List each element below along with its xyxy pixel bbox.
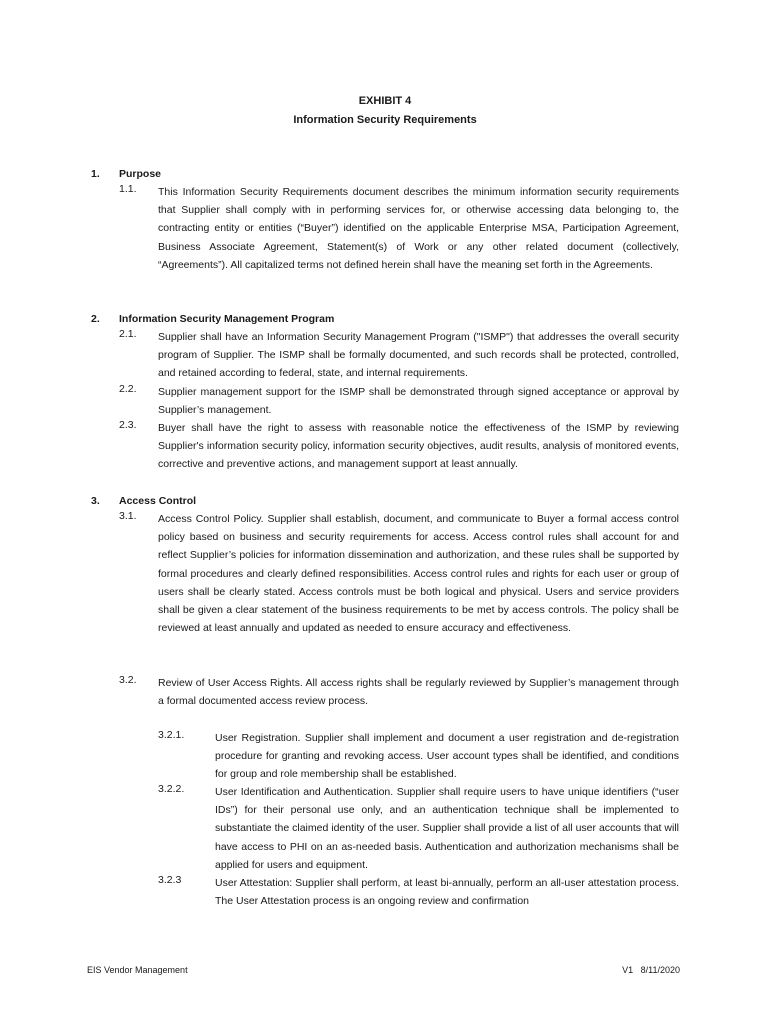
footer-version-date: V1 8/11/2020 [622, 965, 680, 975]
subitem-number: 3.2.1. [158, 729, 185, 741]
item-number: 1.1. [119, 183, 137, 195]
item-number: 2.3. [119, 419, 137, 431]
section-number: 3. [91, 495, 100, 507]
section-number: 2. [91, 313, 100, 325]
section-title-ismp: Information Security Management Program [119, 313, 335, 325]
subitem-number: 3.2.2. [158, 783, 185, 795]
item-text: Supplier management support for the ISMP shall be demonstrated through signed acceptance or approval by Supplier’s management. [158, 386, 679, 417]
item-text: Supplier shall have an Information Security Management Program ("ISMP") that addresses the overall security program of Supplier. The ISMP shall be formally documented, and such records shall be protected, controlled, and retained according to federal, state, and internal requirements. [158, 331, 679, 380]
footer-department: EIS Vendor Management [87, 965, 188, 975]
subitem-text: User Attestation: Supplier shall perform, at least bi-annually, perform an all-user attestation process. The User Attestation process is an ongoing review and confirmation [215, 877, 679, 908]
subitem-text: User Identification and Authentication. Supplier shall require users to have unique identifiers (“user IDs”) for their personal use only, and an authentication technique shall be implemented to substantiate the claimed identity of the user. Supplier shall provide a list of all user accounts that will have access to PHI on an as-needed basis. Authentication and authorization mechanisms shall be applied for users and equipment. [215, 786, 679, 871]
section-title-purpose: Purpose [119, 168, 162, 180]
item-number: 2.2. [119, 383, 137, 395]
section-number: 1. [91, 168, 100, 180]
document-title: Information Security Requirements [293, 114, 477, 126]
item-text: Access Control Policy. Supplier shall establish, document, and communicate to Buyer a formal access control policy based on business and security requirements for access. Access control rules shall account for and reflect Supplier’s policies for information dissemination and authorization, and these rules shall be supported by formal procedures and clearly defined responsibilities. Access control rules and rights for each user or group of users shall be clearly stated. Access controls must be both logical and physical. Users and service providers shall be given a clear statement of the business requirements to be met by access controls. The policy shall be reviewed at least annually and updated as needed to ensure accuracy and effectiveness. [158, 513, 679, 635]
item-text: Buyer shall have the right to assess with reasonable notice the effectiveness of the ISMP by reviewing Supplier's information security policy, information security objectives, audit results, analysis of monitored events, corrective and preventive actions, and management support at least annually. [158, 422, 679, 471]
item-number: 3.1. [119, 510, 137, 522]
item-number: 2.1. [119, 328, 137, 340]
item-text: Review of User Access Rights. All access rights shall be regularly reviewed by Supplier’s management through a formal documented access review process. [158, 677, 679, 708]
exhibit-heading: EXHIBIT 4 [358, 95, 412, 107]
section-title-access-control: Access Control [119, 495, 197, 507]
subitem-number: 3.2.3 [158, 874, 182, 886]
item-number: 3.2. [119, 674, 137, 686]
subitem-text: User Registration. Supplier shall implement and document a user registration and de-registration procedure for granting and revoking access. User account types shall be identified, and conditions for group and role membership shall be established. [215, 732, 679, 781]
item-text: This Information Security Requirements document describes the minimum information security requirements that Supplier shall comply with in performing services for, or otherwise accessing data belonging to, the contracting entity or entities (“Buyer”) identified on the applicable Enterprise MSA, Participation Agreement, Business Associate Agreement, Statement(s) of Work or any other related document (collectively, “Agreements”). All capitalized terms not defined herein shall have the meaning set forth in the Agreements. [158, 186, 679, 271]
